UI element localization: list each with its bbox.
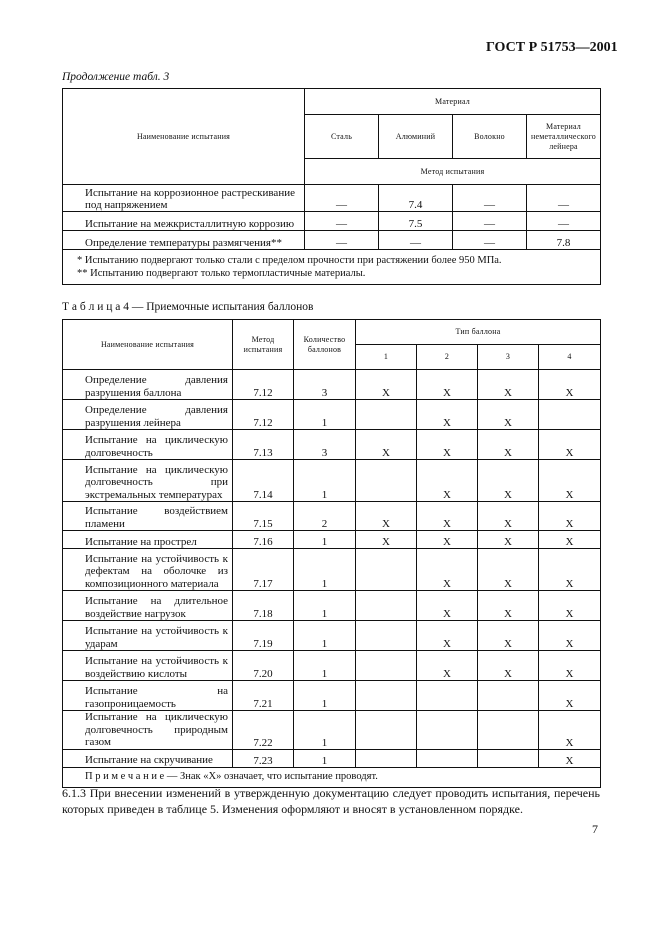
t4-cell: X: [356, 430, 417, 460]
t4-cell: X: [539, 591, 601, 621]
t4-row-name: Определение давления разрушения баллона: [63, 370, 233, 400]
t4-cell: X: [478, 370, 539, 400]
t4-row-count: 1: [294, 621, 356, 651]
table-row: [63, 591, 601, 621]
t4-cell: X: [539, 749, 601, 767]
t4-cell: [356, 400, 417, 430]
t4-header-name: Наименование испытания: [63, 320, 233, 370]
t3-footnote: ** Испытанию подвергают только термопластичные материалы.: [77, 268, 366, 279]
t4-cell: X: [356, 370, 417, 400]
t4-cell: X: [356, 502, 417, 531]
t4-cell: X: [417, 621, 478, 651]
t3-row-name: Испытание на межкристаллитную коррозию: [63, 212, 305, 231]
t3-cell: —: [453, 231, 527, 250]
table-3: [62, 88, 601, 285]
t4-row-method: 7.17: [233, 549, 294, 591]
t4-cell: X: [478, 430, 539, 460]
t4-cell: [356, 621, 417, 651]
t4-row-name: Испытание на скручивание: [63, 749, 233, 767]
t4-cell: X: [478, 531, 539, 549]
t4-row-name: Испытание на циклическую долговечность природным газом: [63, 711, 233, 750]
t4-cell: [356, 681, 417, 711]
t4-row-count: 1: [294, 400, 356, 430]
t4-header-type: Тип баллона: [356, 320, 601, 345]
t4-row-count: 2: [294, 502, 356, 531]
t4-row-count: 1: [294, 591, 356, 621]
t4-row-name: Испытание воздействием пламени: [63, 502, 233, 531]
t3-footnotes: [63, 250, 601, 285]
t4-cell: X: [539, 681, 601, 711]
t4-cell: [356, 749, 417, 767]
t4-cell: X: [539, 430, 601, 460]
t4-cell: [539, 400, 601, 430]
t4-row-method: 7.12: [233, 400, 294, 430]
t4-row-count: 1: [294, 549, 356, 591]
t4-cell: X: [478, 502, 539, 531]
t4-cell: X: [478, 549, 539, 591]
t4-row-count: 1: [294, 460, 356, 502]
t3-cell: 7.8: [527, 231, 601, 250]
t3-cell: —: [453, 212, 527, 231]
t4-cell: X: [478, 651, 539, 681]
t3-cell: —: [379, 231, 453, 250]
t3-cell: —: [305, 231, 379, 250]
standard-header: ГОСТ Р 51753—2001: [486, 40, 618, 55]
t3-header-material-fiber: Волокно: [453, 115, 527, 159]
t4-cell: X: [539, 460, 601, 502]
t3-row-name: Определение температуры размягчения**: [63, 231, 305, 250]
t3-cell: —: [527, 212, 601, 231]
t3-header-material-steel: Сталь: [305, 115, 379, 159]
t4-cell: X: [417, 591, 478, 621]
t4-cell: [356, 591, 417, 621]
t3-cell: 7.4: [379, 185, 453, 212]
t4-cell: X: [539, 502, 601, 531]
t4-row-name: Испытание на циклическую долговечность: [63, 430, 233, 460]
t4-cell: X: [539, 651, 601, 681]
t3-cell: —: [527, 185, 601, 212]
t4-header-type-4: 4: [539, 345, 601, 370]
t4-cell: [478, 681, 539, 711]
t3-cell: 7.5: [379, 212, 453, 231]
table-row: [63, 711, 601, 750]
t4-row-name: Испытание на прострел: [63, 531, 233, 549]
t4-cell: X: [417, 430, 478, 460]
t4-row-method: 7.20: [233, 651, 294, 681]
table-row: [63, 231, 601, 250]
body-paragraph: 6.1.3 При внесении изменений в утвержденную документацию следует проводить испытания, перечень которых приведен в таблице 5. Изменения оформляют и вносят в установленном порядке.: [62, 786, 600, 816]
table-row: [63, 460, 601, 502]
t4-row-count: 1: [294, 531, 356, 549]
t4-cell: X: [417, 502, 478, 531]
t4-row-method: 7.23: [233, 749, 294, 767]
t3-header-material: Материал: [305, 89, 601, 115]
table-row: [63, 681, 601, 711]
table-row: [63, 400, 601, 430]
t3-header-method: Метод испытания: [305, 159, 601, 185]
t3-cell: —: [305, 212, 379, 231]
t4-cell: [356, 711, 417, 750]
t4-header-type-1: 1: [356, 345, 417, 370]
t3-cell: —: [305, 185, 379, 212]
t4-row-method: 7.16: [233, 531, 294, 549]
t4-cell: X: [417, 460, 478, 502]
table-row: [63, 212, 601, 231]
t4-cell: X: [417, 531, 478, 549]
t4-row-method: 7.19: [233, 621, 294, 651]
t3-header-material-liner: Материал неметаллического лейнера: [527, 115, 601, 159]
t3-header-name: Наименование испытания: [63, 89, 305, 185]
t4-cell: [478, 749, 539, 767]
t3-header-material-aluminum: Алюминий: [379, 115, 453, 159]
table-row: [63, 549, 601, 591]
table-row: [63, 651, 601, 681]
t4-cell: [356, 460, 417, 502]
t4-row-count: 3: [294, 370, 356, 400]
table-row: [63, 370, 601, 400]
t4-row-method: 7.13: [233, 430, 294, 460]
t4-row-name: Испытание на устойчивость к дефектам на оболочке из композиционного материала: [63, 549, 233, 591]
t4-cell: X: [539, 621, 601, 651]
table-row: [63, 502, 601, 531]
t4-row-count: 1: [294, 711, 356, 750]
table-4: [62, 319, 601, 788]
t4-cell: [417, 749, 478, 767]
t4-row-method: 7.22: [233, 711, 294, 750]
table-4-caption: Т а б л и ц а 4 — Приемочные испытания баллонов: [62, 301, 314, 313]
t4-cell: X: [478, 621, 539, 651]
t4-cell: X: [417, 400, 478, 430]
t4-cell: [417, 711, 478, 750]
t4-cell: X: [539, 531, 601, 549]
t4-row-name: Испытание на длительное воздействие нагрузок: [63, 591, 233, 621]
t4-row-name: Определение давления разрушения лейнера: [63, 400, 233, 430]
t4-row-name: Испытание на устойчивость к ударам: [63, 621, 233, 651]
t4-cell: X: [478, 591, 539, 621]
page-number: 7: [592, 822, 598, 836]
t3-row-name: Испытание на коррозионное растрескивание под напряжением: [63, 185, 305, 212]
t3-footnote: * Испытанию подвергают только стали с пределом прочности при растяжении более 950 МПа.: [77, 255, 502, 266]
t4-row-method: 7.14: [233, 460, 294, 502]
t4-row-count: 1: [294, 681, 356, 711]
t4-header-method: Метод испытания: [233, 320, 294, 370]
t4-row-name: Испытание на циклическую долговечность при экстремальных температурах: [63, 460, 233, 502]
t4-row-method: 7.12: [233, 370, 294, 400]
t4-cell: X: [417, 651, 478, 681]
t4-row-name: Испытание на устойчивость к воздействию кислоты: [63, 651, 233, 681]
t4-note: П р и м е ч а н и е — Знак «X» означает, что испытание проводят.: [63, 767, 601, 787]
t4-row-method: 7.15: [233, 502, 294, 531]
t4-header-type-2: 2: [417, 345, 478, 370]
t4-cell: X: [417, 549, 478, 591]
t4-header-count: Количество баллонов: [294, 320, 356, 370]
t4-cell: [417, 681, 478, 711]
t4-cell: X: [478, 400, 539, 430]
t4-row-count: 1: [294, 749, 356, 767]
t4-cell: X: [539, 711, 601, 750]
t4-cell: X: [417, 370, 478, 400]
t4-cell: X: [478, 460, 539, 502]
t4-row-method: 7.21: [233, 681, 294, 711]
table-row: [63, 185, 601, 212]
t4-row-method: 7.18: [233, 591, 294, 621]
t4-header-type-3: 3: [478, 345, 539, 370]
table-row: [63, 621, 601, 651]
t4-cell: [478, 711, 539, 750]
table-row: [63, 749, 601, 767]
t3-cell: —: [453, 185, 527, 212]
t4-cell: X: [539, 549, 601, 591]
t4-row-count: 3: [294, 430, 356, 460]
table-continuation-label: Продолжение табл. 3: [62, 71, 170, 83]
t4-cell: X: [356, 531, 417, 549]
table-row: [63, 430, 601, 460]
t4-cell: [356, 651, 417, 681]
t4-row-count: 1: [294, 651, 356, 681]
t4-cell: X: [539, 370, 601, 400]
table-row: [63, 531, 601, 549]
t4-row-name: Испытание на газопроницаемость: [63, 681, 233, 711]
t4-cell: [356, 549, 417, 591]
